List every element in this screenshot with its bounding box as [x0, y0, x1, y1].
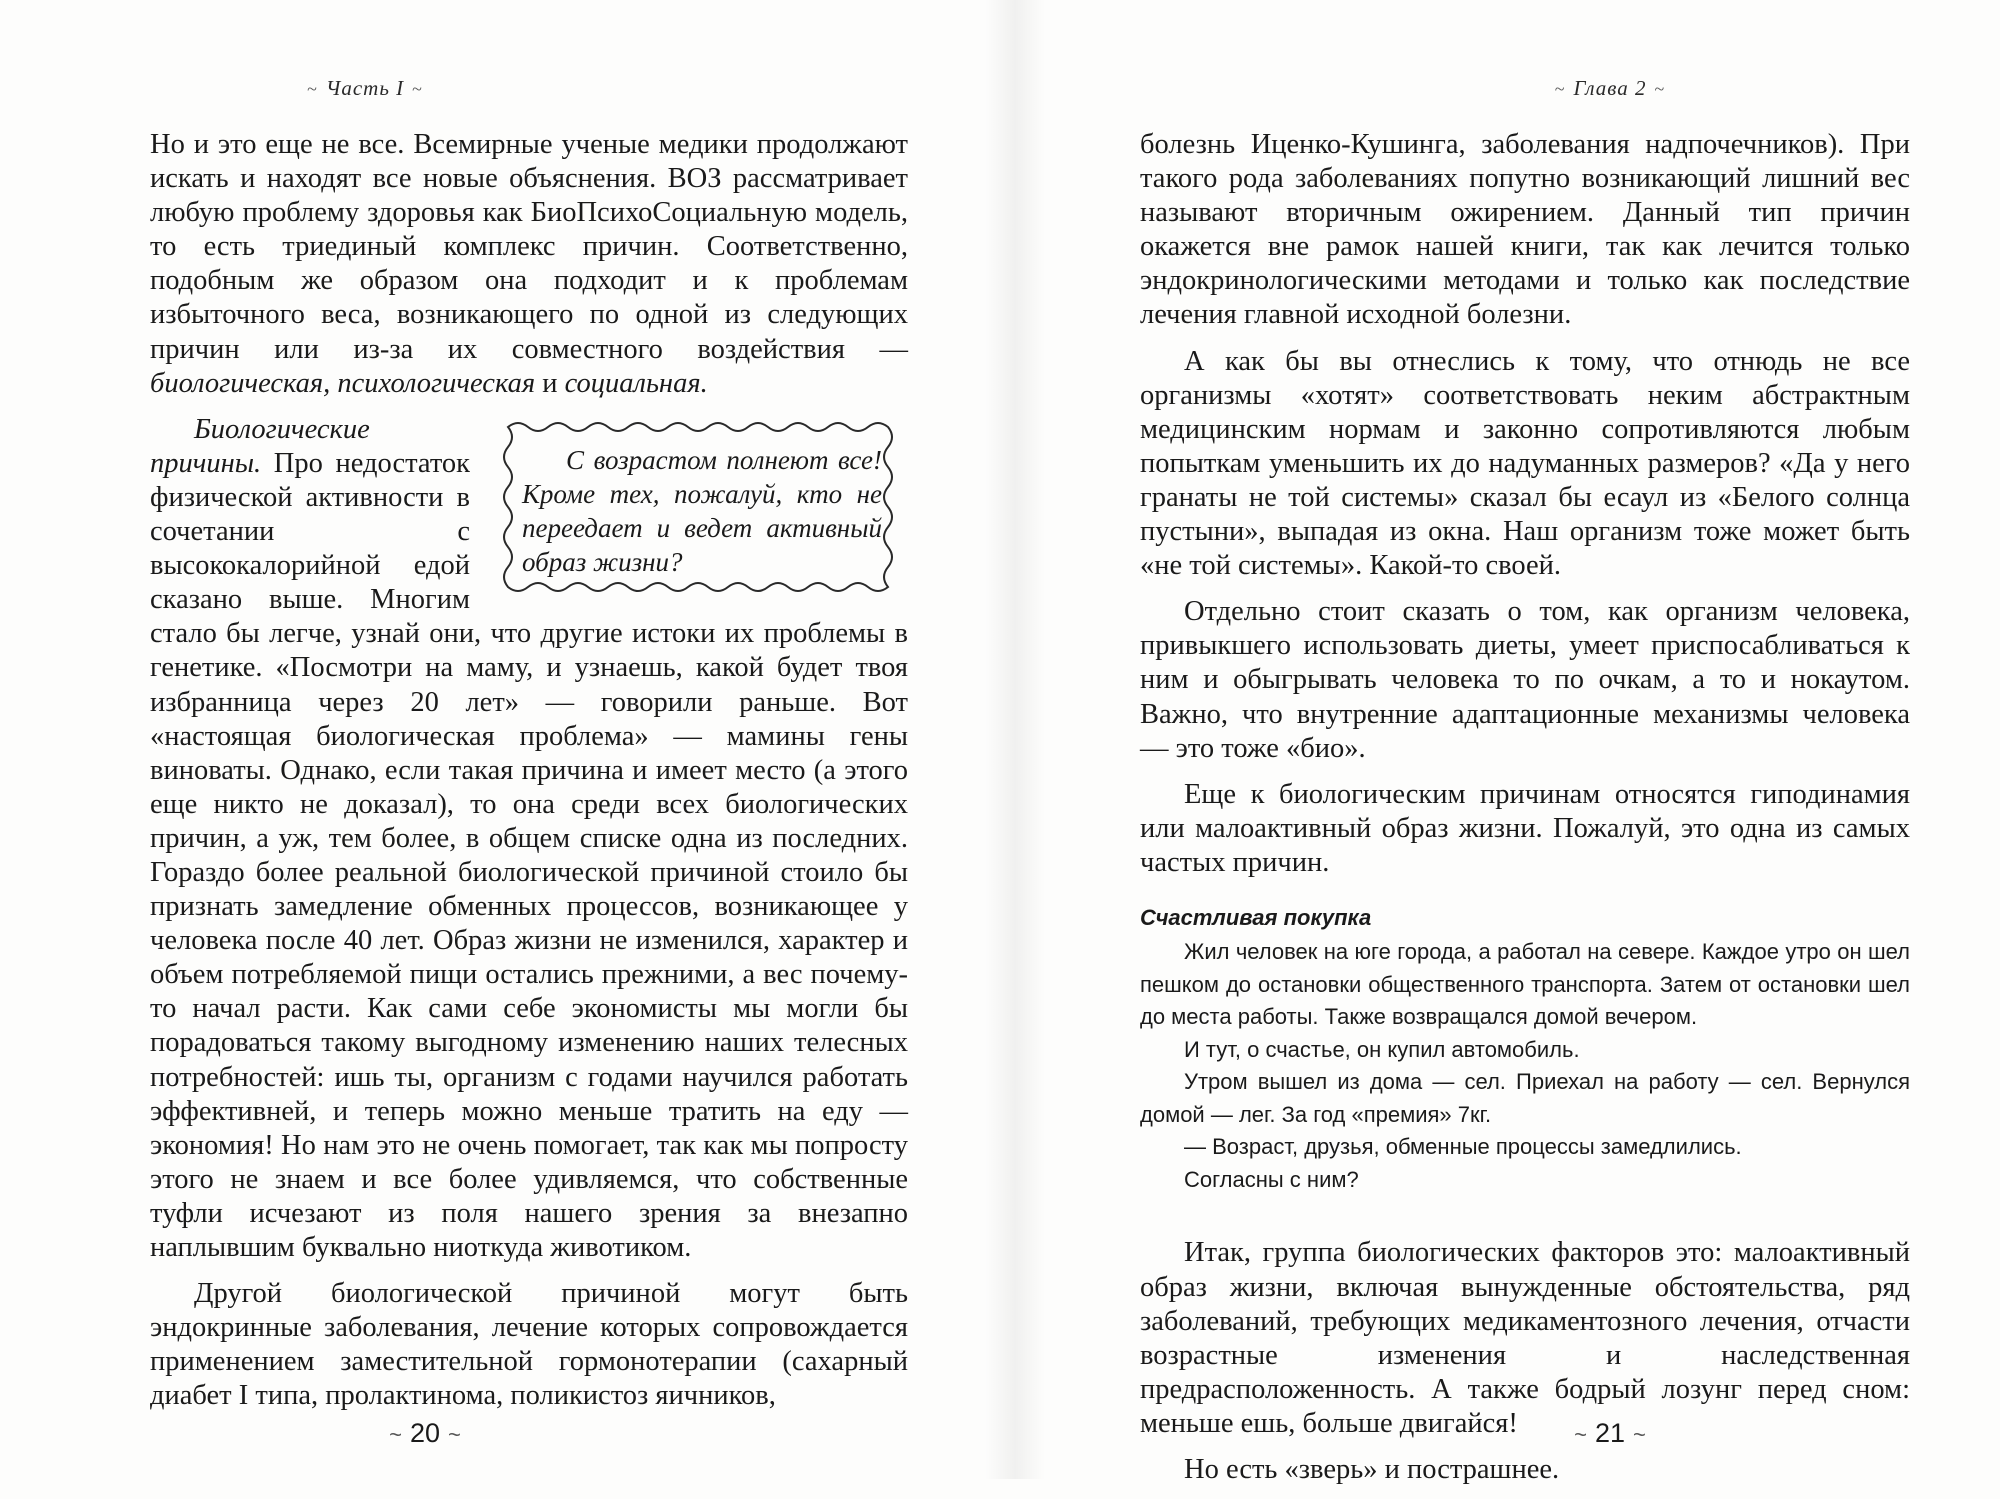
quote-text: С возрастом полнеют все! Кроме тех, пожалуй, кто не переедает и ведет активный образ жизни?: [522, 444, 882, 577]
sidebar-line: И тут, о счастье, он купил автомобиль.: [1184, 1036, 1580, 1062]
paragraph: Но есть «зверь» и пострашнее.: [1184, 1454, 1560, 1486]
paragraph: Но и это еще не все. Всемирные ученые медики продолжают искать и находят все новые объяснения. ВОЗ рассматривает любую проблему здоровья как БиоПсихоСоциальную модель, то есть триединый комплекс причин. Соответственно, подобным же образом она подходит и к проблемам избыточного веса, возникающего по одной из следующих причин или из-за их совместного воздействия — биологическая, психологическая и социальная.: [150, 129, 908, 399]
right-page-body: [1140, 128, 1910, 1499]
paragraph: Другой биологической причиной могут быть эндокринные заболевания, лечение которых сопровождается применением заместительной гормонотерапии (сахарный диабет I типа, пролактинома, поликистоз яичников,: [150, 1278, 908, 1412]
paragraph: Итак, группа биологических факторов это: малоактивный образ жизни, включая вынужденные обстоятельства, ряд заболеваний, требующих медикаментозного лечения, отчасти возрастные изменения и наследственная предрасположенность. А также бодрый лозунг перед сном: меньше ешь, больше двигайся!: [1140, 1237, 1910, 1439]
story-sidebar: [1140, 902, 1910, 1197]
paragraph: С возрастом полнеют все! Кроме тех, пожалуй, кто не переедает и ведет активный образ жизни? Биологические причины. Про недостаток физической активности в сочетании с высококалорийной едой сказано выше. Многим стало бы легче, узнай они, что другие истоки их проблемы в генетике. «Посмотри на маму, и узнаешь, какой будет твоя избранница через 20 лет» — говорили раньше. Вот «настоящая биологическая проблема» — мамины гены виноваты. Однако, если такая причина и имеет место (а этого еще никто не доказал), то она среди всех биологических причин, а уж, тем более, в общем списке одна из последних. Гораздо более реальной биологической причиной стоило бы признать замедление обменных процессов, возникающее у человека после 40 лет. Образ жизни не изменился, характер и объем потребляемой пищи остались прежними, а вес почему-то начал расти. Как сами себе экономисты мы могли бы порадоваться такому выгодному изменению наших телесных потребностей: ишь ты, организм с годами научился работать эффективней, и теперь можно меньше тратить на еду — экономия! Но нам это не очень помогает, так как мы попросту этого не знаем и все более удивляемся, что собственные туфли исчезают из поля нашего зрения за внезапно наплывшим буквально ниоткуда животиком.: [150, 413, 908, 1263]
page-number-right: ~ 21 ~: [1574, 1418, 1646, 1448]
left-page-body: [150, 128, 908, 1425]
sidebar-line: Согласны с ним?: [1184, 1166, 1359, 1192]
page-number-left: ~ 20 ~: [389, 1418, 461, 1448]
paragraph: Отдельно стоит сказать о том, как организм человека, привыкшего использовать диеты, умеет приспосабливаться к ним и обыгрывать человека то по очкам, а то и нокаутом. Важно, что внутренние адаптационные механизмы человека — это тоже «био».: [1140, 596, 1910, 764]
paragraph: болезнь Иценко-Кушинга, заболевания надпочечников). При такого рода заболеваниях попутно возникающий лишний вес называют вторичным ожирением. Данный тип причин окажется вне рамок нашей книги, так как лечится только эндокринологическими методами и только как последствие лечения главной исходной болезни.: [1140, 129, 1910, 331]
left-page: [140, 0, 910, 1479]
right-page: [1140, 0, 1920, 1486]
running-head-left: ~ Часть I ~: [307, 76, 423, 100]
sidebar-line: Жил человек на юге города, а работал на севере. Каждое утро он шел пешком до остановки общественного транспорта. Затем от остановки шел до места работы. Также возвращался домой вечером.: [1140, 939, 1910, 1030]
sidebar-line: — Возраст, друзья, обменные процессы замедлились.: [1184, 1134, 1742, 1160]
running-head-right: ~ Глава 2 ~: [1554, 76, 1666, 100]
paragraph: Еще к биологическим причинам относятся гиподинамия или малоактивный образ жизни. Пожалуй, это одна из самых частых причин.: [1140, 778, 1910, 878]
sidebar-line: Утром вышел из дома — сел. Приехал на работу — сел. Вернулся домой — лег. За год «премия» 7кг.: [1140, 1069, 1910, 1127]
quote-box: [488, 415, 908, 603]
book-gutter: [985, 0, 1045, 1479]
sidebar-title: Счастливая покупка: [1140, 904, 1372, 930]
paragraph: А как бы вы отнеслись к тому, что отнюдь не все организмы «хотят» соответствовать неким абстрактным медицинским нормам и законно сопротивляются любым попыткам уменьшить их до надуманных размеров? «Да у него гранаты не той системы» сказал бы есаул из «Белого солнца пустыни», выпадая из окна. Наш организм тоже может быть «не той системы». Какой-то своей.: [1140, 345, 1910, 582]
